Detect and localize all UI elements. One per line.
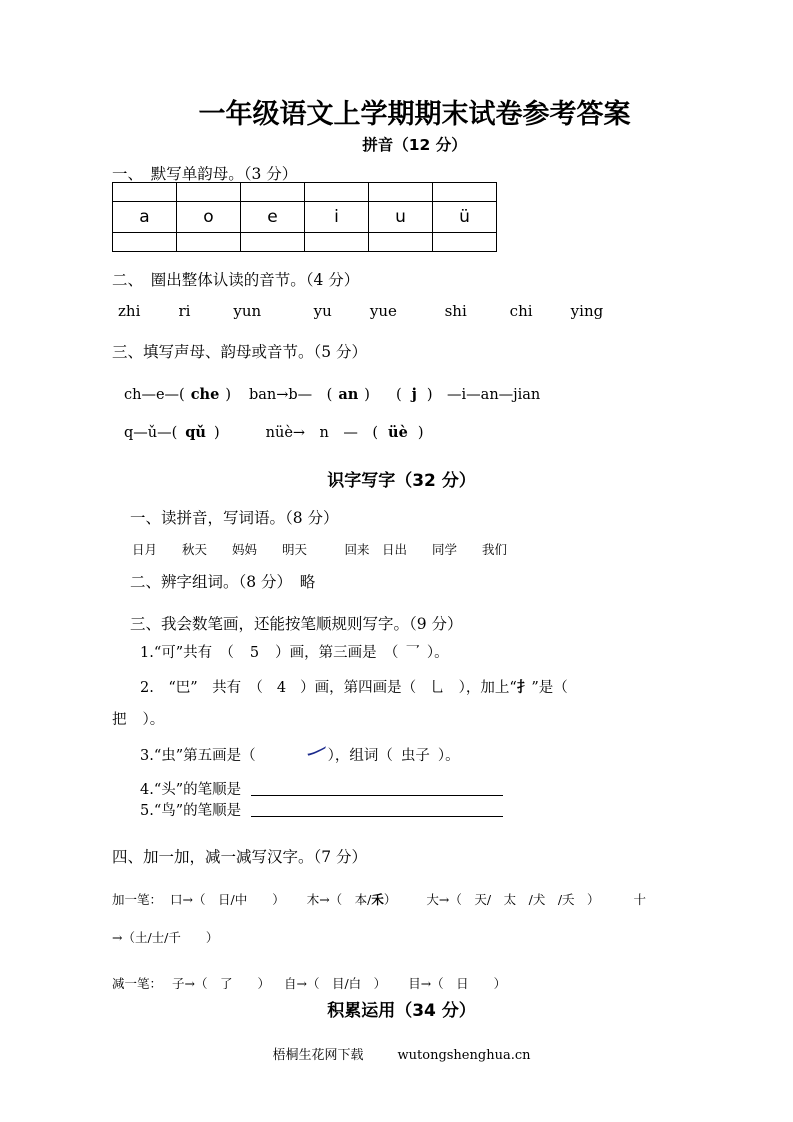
table-row [113,202,497,233]
pinyin-question-3-heading: 三、填写声母、韵母或音节。（5 分） [112,343,368,361]
zishi-question-4-heading: 四、加一加，减一减写汉字。（7 分） [112,848,368,866]
stroke-item-4 [140,778,503,799]
table-cell-vowel: e [241,202,305,233]
table-row [113,183,497,202]
subtract-stroke-label: 减一笔： [112,976,163,991]
stroke-item-4-prompt: 4.“头”的笔顺是 [140,782,242,798]
pinyin-fill-1c-answer: j [411,386,417,403]
add-stroke-label: 加一笔： [112,892,163,907]
pinyin-fill-2b-answer: üè [388,424,408,441]
stroke-item-1 [140,641,449,662]
pinyin-question-1-heading: 一、 默写单韵母。（3 分） [112,165,298,183]
stroke-item-1-stroke: 乛 [405,645,420,661]
footer [0,1044,793,1063]
stroke-item-2-continued [112,708,164,729]
pinyin-fill-1c-close: ) —i—an—jian [426,387,541,403]
add-stroke-item-2-bold: 禾 [371,892,384,907]
stroke-item-5-prompt: 5.“鸟”的笔顺是 [140,803,242,819]
stroke-item-2-answer: 把 [112,712,127,728]
pinyin-fill-1b-close: ) [364,387,370,403]
vowel-answer-table [112,182,497,252]
pinyin-question-2-heading: 二、 圈出整体认读的音节。（4 分） [112,271,360,289]
stroke-item-2-stroke: 乚 [430,680,445,696]
pinyin-fill-1a-close: ) [225,387,231,403]
subtract-stroke-row [112,974,506,992]
section-heading-pinyin: 拼音（12 分） [362,136,467,154]
pinyin-syllable-list: zhi ri yun yu yue shi chi ying [118,302,604,320]
stroke-item-3-mid: ），组词（ [327,748,393,764]
zishi-question-1-heading: 一、读拼音，写词语。（8 分） [130,509,339,527]
handwritten-ti-stroke-icon [305,744,329,758]
pinyin-fill-2b-close: ) [417,425,424,441]
table-cell [241,233,305,252]
add-stroke-item-4: 十 [633,892,647,907]
zishi-question-2-heading: 二、辨字组词。（8 分） 略 [130,573,316,591]
table-cell [305,233,369,252]
zishi-word-list: 日月 秋天 妈妈 明天 回来 日出 同学 我们 [132,542,508,557]
pinyin-fill-2a-answer: qǔ [185,424,206,441]
stroke-item-2-count: 4 [276,680,287,696]
add-stroke-item-4-continued: →（土/士/千 ） [112,930,219,945]
add-stroke-item-2-end: ） [383,892,397,907]
pinyin-fill-row-1 [124,383,540,404]
zishi-question-3-heading: 三、我会数笔画，还能按笔顺规则写字。（9 分） [130,615,463,633]
table-cell [369,183,433,202]
pinyin-fill-2a-close: ) [213,425,220,441]
table-cell [369,233,433,252]
stroke-item-2 [140,676,568,697]
table-cell-vowel: u [369,202,433,233]
add-stroke-row [112,890,646,908]
stroke-item-5 [140,799,503,820]
table-cell-vowel: o [177,202,241,233]
table-row [113,233,497,252]
pinyin-fill-1b-prompt: ban→b— ( [248,387,333,403]
section-heading-zishi: 识字写字（32 分） [327,471,476,491]
page-title: 一年级语文上学期期末试卷参考答案 [198,99,631,130]
table-cell-vowel: ü [433,202,497,233]
stroke-item-3 [140,744,460,765]
pinyin-fill-1a-prompt: ch—e—( [124,387,185,403]
table-cell [305,183,369,202]
stroke-item-1-mid: ）画，第三画是 （ [275,645,399,661]
table-cell-vowel: a [113,202,177,233]
pinyin-fill-2a-prompt: q—ǔ—( [124,425,178,441]
stroke-item-4-answer-blank[interactable] [251,782,503,796]
subtract-stroke-item-2: 自→（ 目/白 ） [284,976,387,991]
pinyin-fill-1a-answer: che [190,386,220,403]
subtract-stroke-item-3: 目→（ 日 ） [408,976,507,991]
stroke-item-2-prompt: 2. “巴” 共有 （ [140,680,263,696]
stroke-item-1-count: 5 [249,645,260,661]
pinyin-fill-2b-prompt: nüè→ n — ( [265,425,379,441]
table-cell-vowel: i [305,202,369,233]
footer-site-url: wutongshenghua.cn [397,1048,531,1063]
stroke-item-2-end: ）。 [142,712,165,728]
stroke-item-2-radical: 扌 [516,679,532,696]
footer-site-name: 梧桐生花网下载 [272,1048,364,1063]
section-heading-jilei: 积累运用（34 分） [327,1001,476,1021]
pinyin-fill-row-2 [124,421,424,442]
stroke-item-2-mid2: ），加上“ [458,680,517,696]
table-cell [433,233,497,252]
table-cell [113,233,177,252]
add-stroke-item-3: 大→（ 天/ 太 /犬 /夭 ） [426,892,600,907]
table-cell [241,183,305,202]
stroke-item-1-prompt: 1.“可”共有 （ [140,645,234,661]
add-stroke-item-1: 口→（ 日/中 ） [170,892,285,907]
table-cell [113,183,177,202]
stroke-item-2-mid3: ”是（ [531,680,568,696]
pinyin-fill-1c-prompt: ( [395,387,402,403]
stroke-item-5-answer-blank[interactable] [251,803,503,817]
subtract-stroke-item-1: 子→（ 了 ） [172,976,270,991]
pinyin-fill-1b-answer: an [338,386,359,403]
stroke-item-3-word: 虫子 [400,748,430,764]
stroke-item-1-end: ）。 [426,645,449,661]
table-cell [177,233,241,252]
table-cell [433,183,497,202]
add-stroke-item-2-pre: 木→（ 本/ [306,892,372,907]
stroke-item-3-prompt: 3.“虫”第五画是（ [140,748,256,764]
stroke-item-3-end: ）。 [437,748,460,764]
table-cell [177,183,241,202]
stroke-item-2-mid: ）画，第四画是（ [300,680,417,696]
